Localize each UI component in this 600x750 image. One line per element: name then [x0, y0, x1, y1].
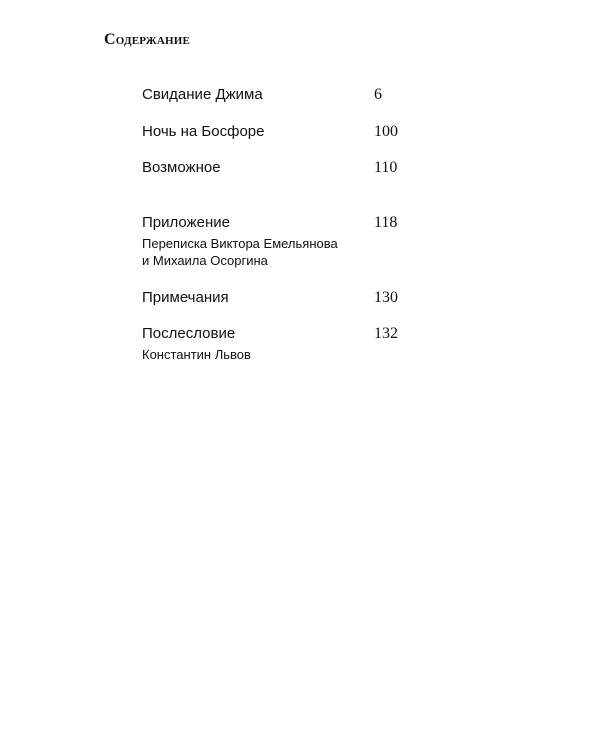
- toc-entry-title: Возможное: [142, 159, 221, 176]
- toc-entry-page-number: 110: [374, 159, 398, 176]
- toc-entry-title: Свидание Джима: [142, 86, 263, 103]
- toc-entry-subtitle: Переписка Виктора Емельянова: [142, 236, 338, 251]
- toc-entry-subtitle: и Михаила Осоргина: [142, 253, 268, 268]
- toc-entry-page-number: 132: [374, 325, 398, 342]
- toc-entry-page-number: 6: [374, 86, 382, 103]
- toc-heading: Содержание: [104, 31, 191, 48]
- toc-entry-page-number: 100: [374, 123, 398, 140]
- toc-entry-page-number: 118: [374, 214, 398, 231]
- toc-entry-title: Ночь на Босфоре: [142, 123, 265, 140]
- toc-entry-page-number: 130: [374, 289, 398, 306]
- toc-entry-title: Послесловие: [142, 325, 236, 342]
- toc-entry-title: Примечания: [142, 289, 229, 306]
- toc-entry-subtitle: Константин Львов: [142, 347, 251, 362]
- toc-entry-title: Приложение: [142, 214, 230, 231]
